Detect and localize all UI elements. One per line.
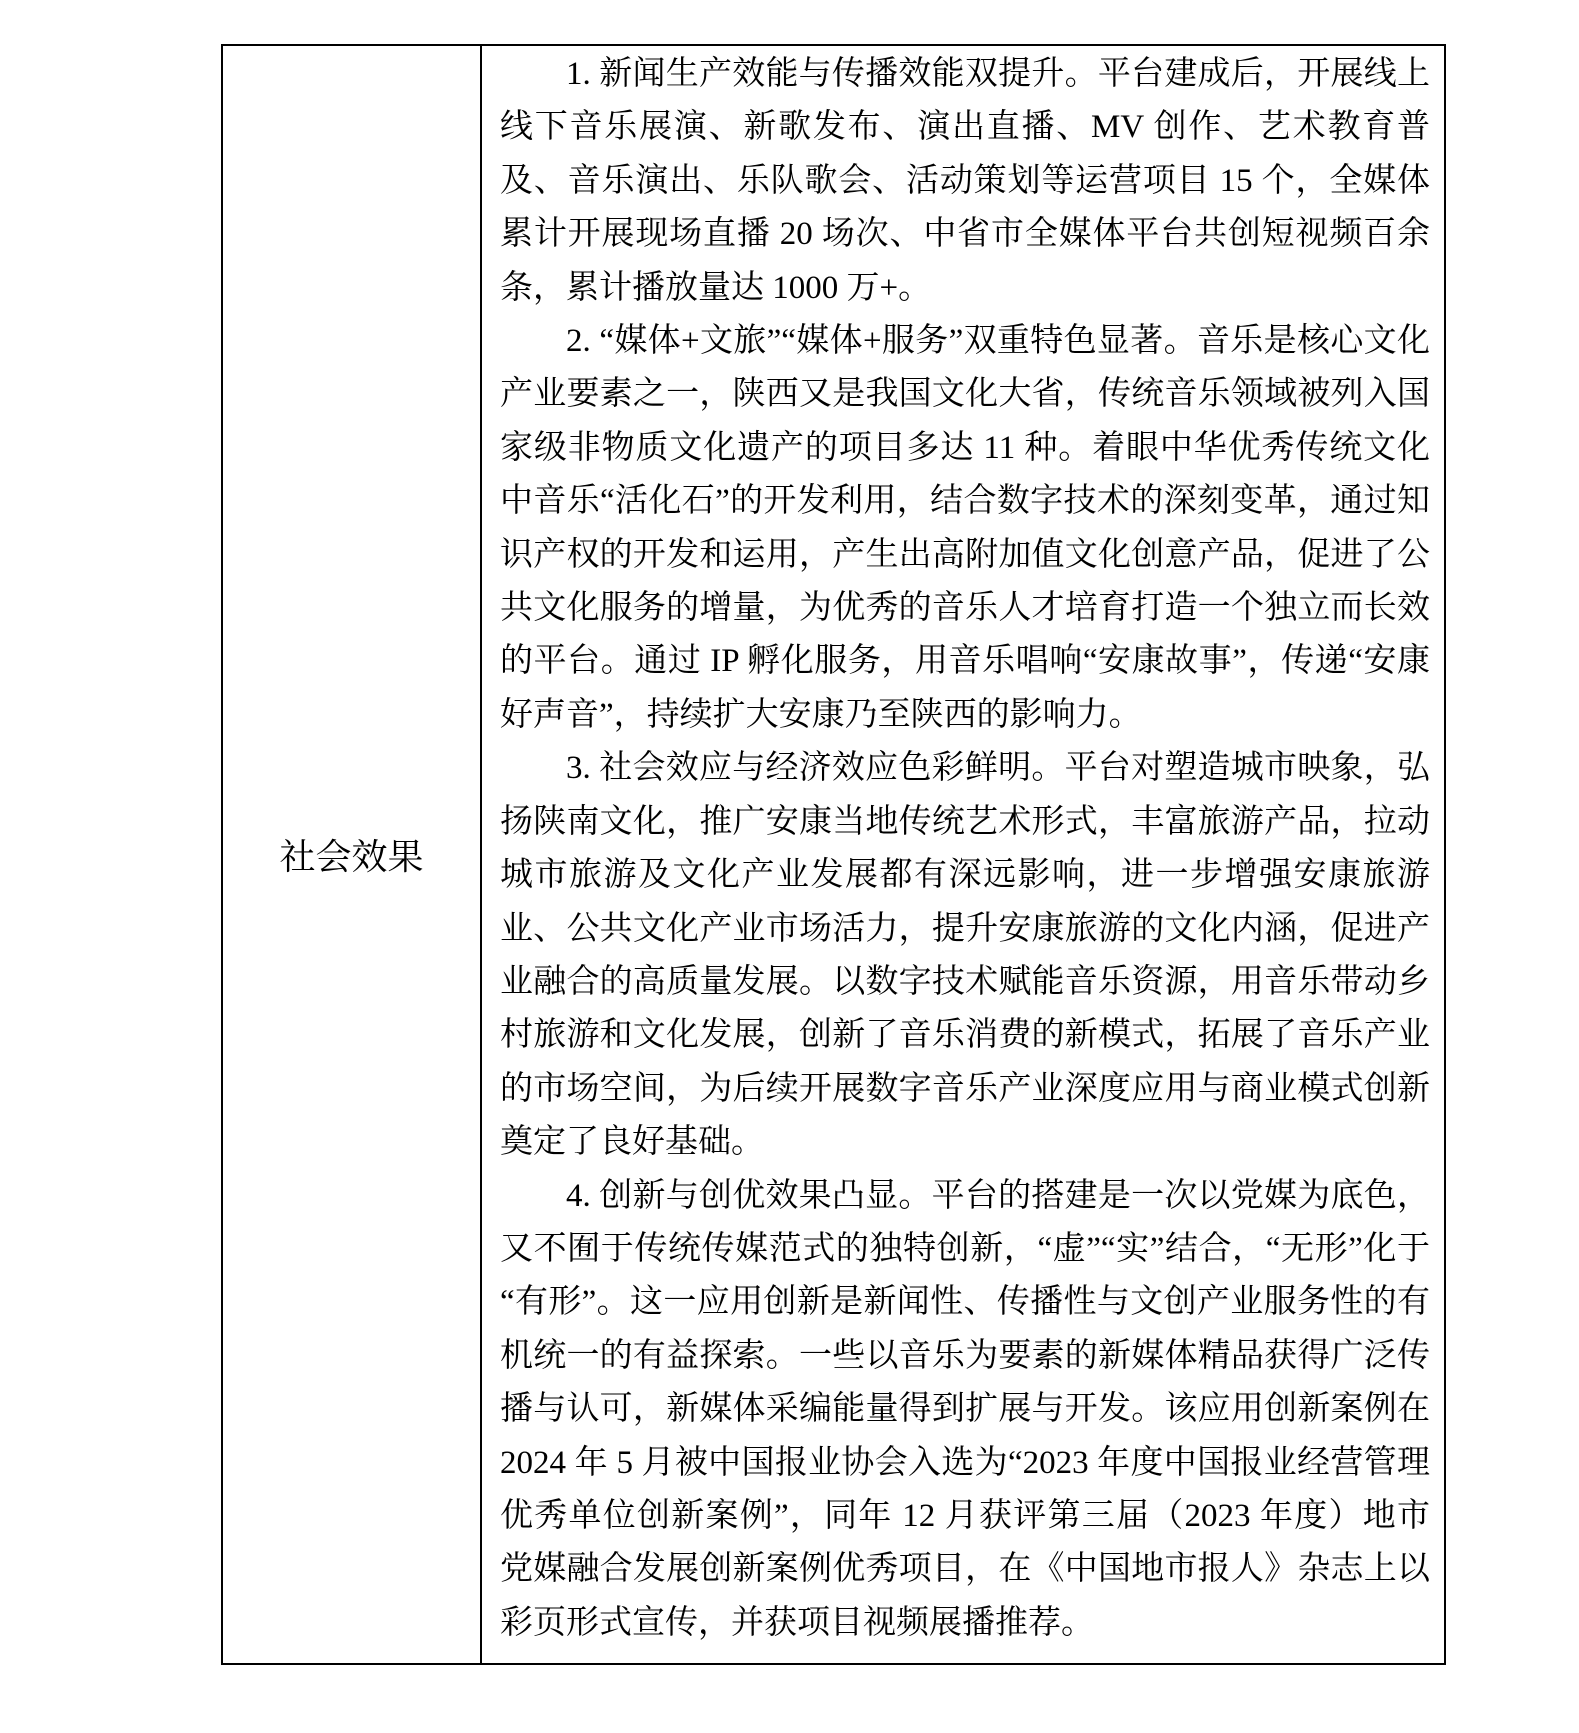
effects-table	[221, 44, 1446, 1665]
row-content-cell	[482, 46, 1444, 1663]
row-header-cell	[223, 46, 482, 1663]
paragraph-social-economic-effects: 3. 社会效应与经济效应色彩鲜明。平台对塑造城市映象，弘扬陕南文化，推广安康当地传统艺术形式，丰富旅游产品，拉动城市旅游及文化产业发展都有深远影响，进一步增强安康旅游业、公共文化产业市场活力，提升安康旅游的文化内涵，促进产业融合的高质量发展。以数字技术赋能音乐资源，用音乐带动乡村旅游和文化发展，创新了音乐消费的新模式，拓展了音乐产业的市场空间，为后续开展数字音乐产业深度应用与商业模式创新奠定了良好基础。	[500, 750, 1430, 1161]
paragraph-innovation-awards: 4. 创新与创优效果凸显。平台的搭建是一次以党媒为底色，又不囿于传统传媒范式的独特创新，“虚”“实”结合，“无形”化于“有形”。这一应用创新是新闻性、传播性与文创产业服务性的有机统一的有益探索。一些以音乐为要素的新媒体精品获得广泛传播与认可，新媒体采编能量得到扩展与开发。该应用创新案例在 2024 年 5 月被中国报业协会入选为“2023 年度中国报业经营管理优秀单位创新案例”，同年 12 月获评第三届（2023 年度）地市党媒融合发展创新案例优秀项目，在《中国地市报人》杂志上以彩页形式宣传，并获项目视频展播推荐。	[500, 1177, 1430, 1641]
row-header-label: 社会效果	[279, 837, 424, 877]
paragraph-media-plus-features: 2. “媒体+文旅”“媒体+服务”双重特色显著。音乐是核心文化产业要素之一，陕西又是我国文化大省，传统音乐领域被列入国家级非物质文化遗产的项目多达 11 种。着眼中华优秀传统文化中音乐“活化石”的开发利用，结合数字技术的深刻变革，通过知识产权的开发和运用，产生出高附加值文化创意产品，促进了公共文化服务的增量，为优秀的音乐人才培育打造一个独立而长效的平台。通过 IP 孵化服务，用音乐唱响“安康故事”，传递“安康好声音”，持续扩大安康乃至陕西的影响力。	[500, 323, 1430, 733]
paragraph-news-production-gains: 1. 新闻生产效能与传播效能双提升。平台建成后，开展线上线下音乐展演、新歌发布、演出直播、MV 创作、艺术教育普及、音乐演出、乐队歌会、活动策划等运营项目 15 个，全媒体累计开展现场直播 20 场次、中省市全媒体平台共创短视频百余条，累计播放量达 1000 万+。	[500, 56, 1430, 306]
